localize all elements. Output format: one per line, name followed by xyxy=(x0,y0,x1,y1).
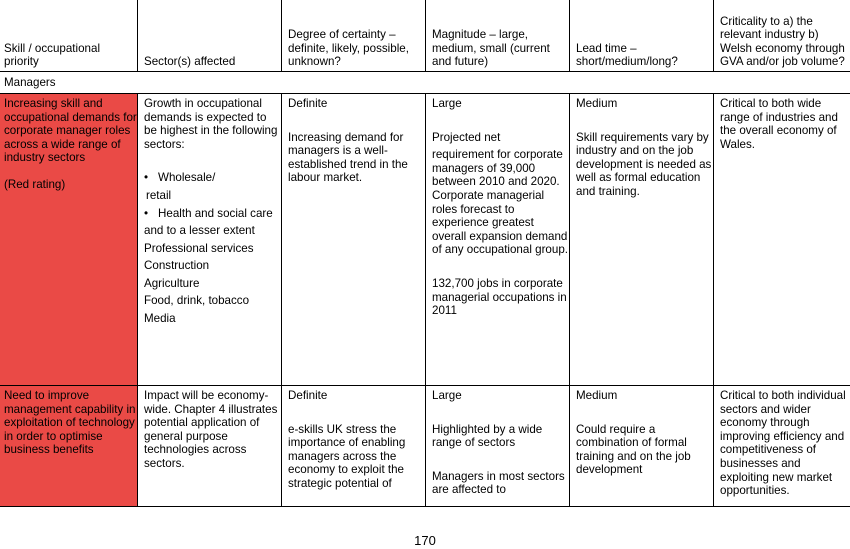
row1-sector-item: Agriculture xyxy=(144,276,200,290)
row1-certainty-value: Definite xyxy=(288,97,328,110)
row1-criticality xyxy=(716,94,850,385)
row1-sector-item: Construction xyxy=(144,259,210,273)
row1-lesser-extent: and to a lesser extent xyxy=(144,224,255,238)
row2-priority-text: Need to improve management capability in exploitation of technology in order to optimise business benefits xyxy=(4,389,136,457)
table-rule xyxy=(713,0,714,72)
row2-criticality-text: Critical to both individual sectors and wider economy through improving efficiency and competitiveness of businesses and exploiting new market opportunities. xyxy=(720,389,846,498)
row2-lead-value: Medium xyxy=(576,389,618,402)
row1-magnitude-detail: Projected net xyxy=(432,130,501,144)
row1-criticality-text: Critical to both wide range of industries and the overall economy of Wales. xyxy=(720,97,838,151)
row2-magnitude-value: Large xyxy=(432,389,462,402)
table-rule xyxy=(569,93,570,507)
page-number: 170 xyxy=(414,533,436,548)
row2-sectors-text: Impact will be economy-wide. Chapter 4 illustrates potential application of general purpose technologies across sectors. xyxy=(144,389,278,470)
row2-criticality xyxy=(716,386,850,506)
row1-priority xyxy=(0,94,137,385)
row1-sector-item: Professional services xyxy=(144,241,254,255)
row1-magnitude-value: Large xyxy=(432,97,462,110)
row1-magnitude-detail: requirement for corporate managers of 39,000 between 2010 and 2020. Corporate managerial roles forecast to experience greatest overall expansion demand of any occupational group. xyxy=(432,148,569,257)
row2-magnitude-detail: Highlighted by a wide range of sectors xyxy=(432,422,543,450)
table-rule xyxy=(281,93,282,507)
row2-certainty-value: Definite xyxy=(288,389,328,402)
row1-lead-detail: Skill requirements vary by industry and on the job development is needed as well as formal education and training. xyxy=(576,130,712,198)
row2-certainty-detail: e-skills UK stress the importance of enabling managers across the economy to exploit the strategic potential of xyxy=(288,422,406,490)
row1-bullet-health: • Health and social care xyxy=(144,207,281,221)
row2-magnitude xyxy=(428,386,569,506)
row1-bullet-wholesale-cont: retail xyxy=(146,188,172,202)
row1-rating: (Red rating) xyxy=(4,177,66,191)
header-criticality: Criticality to a) the relevant industry b) Welsh economy through GVA and/or job volume? xyxy=(720,14,845,69)
row1-magnitude xyxy=(428,94,569,385)
row1-sector-item: Food, drink, tobacco xyxy=(144,294,250,308)
row2-priority xyxy=(0,386,137,506)
table-rule xyxy=(425,0,426,72)
row2-sectors xyxy=(140,386,281,506)
table-rule xyxy=(713,93,714,507)
row1-sector-item: Media xyxy=(144,311,176,325)
row1-sectors-intro: Growth in occupational demands is expected to be highest in the following sectors: xyxy=(144,97,278,151)
header-lead-time: Lead time – short/medium/long? xyxy=(576,41,678,69)
table-rule xyxy=(281,0,282,72)
row1-lead-time xyxy=(572,94,713,385)
row2-lead-time xyxy=(572,386,713,506)
table-rule xyxy=(137,0,138,72)
table-rule xyxy=(425,93,426,507)
table-rule xyxy=(569,0,570,72)
row1-certainty-detail: Increasing demand for managers is a well-established trend in the labour market. xyxy=(288,130,408,185)
row1-certainty xyxy=(284,94,425,385)
row1-priority-text: Increasing skill and occupational demands for corporate manager roles across a wide range of industry sectors xyxy=(4,97,137,165)
table-rule xyxy=(137,93,138,507)
row2-lead-detail: Could require a combination of formal training and on the job development xyxy=(576,422,691,477)
row1-lead-value: Medium xyxy=(576,97,618,110)
row2-certainty xyxy=(284,386,425,506)
header-magnitude: Magnitude – large, medium, small (current and future) xyxy=(432,28,550,69)
row1-sectors xyxy=(140,94,281,385)
header-sectors: Sector(s) affected xyxy=(144,55,236,69)
header-certainty: Degree of certainty – definite, likely, possible, unknown? xyxy=(288,28,409,69)
header-skill-priority: Skill / occupational priority xyxy=(4,41,101,69)
row1-magnitude-jobs: 132,700 jobs in corporate managerial occupations in 2011 xyxy=(432,276,567,318)
row2-magnitude-detail: Managers in most sectors are affected to xyxy=(432,469,565,497)
section-label: Managers xyxy=(4,76,56,89)
row1-bullet-wholesale: • Wholesale/ xyxy=(144,171,281,185)
